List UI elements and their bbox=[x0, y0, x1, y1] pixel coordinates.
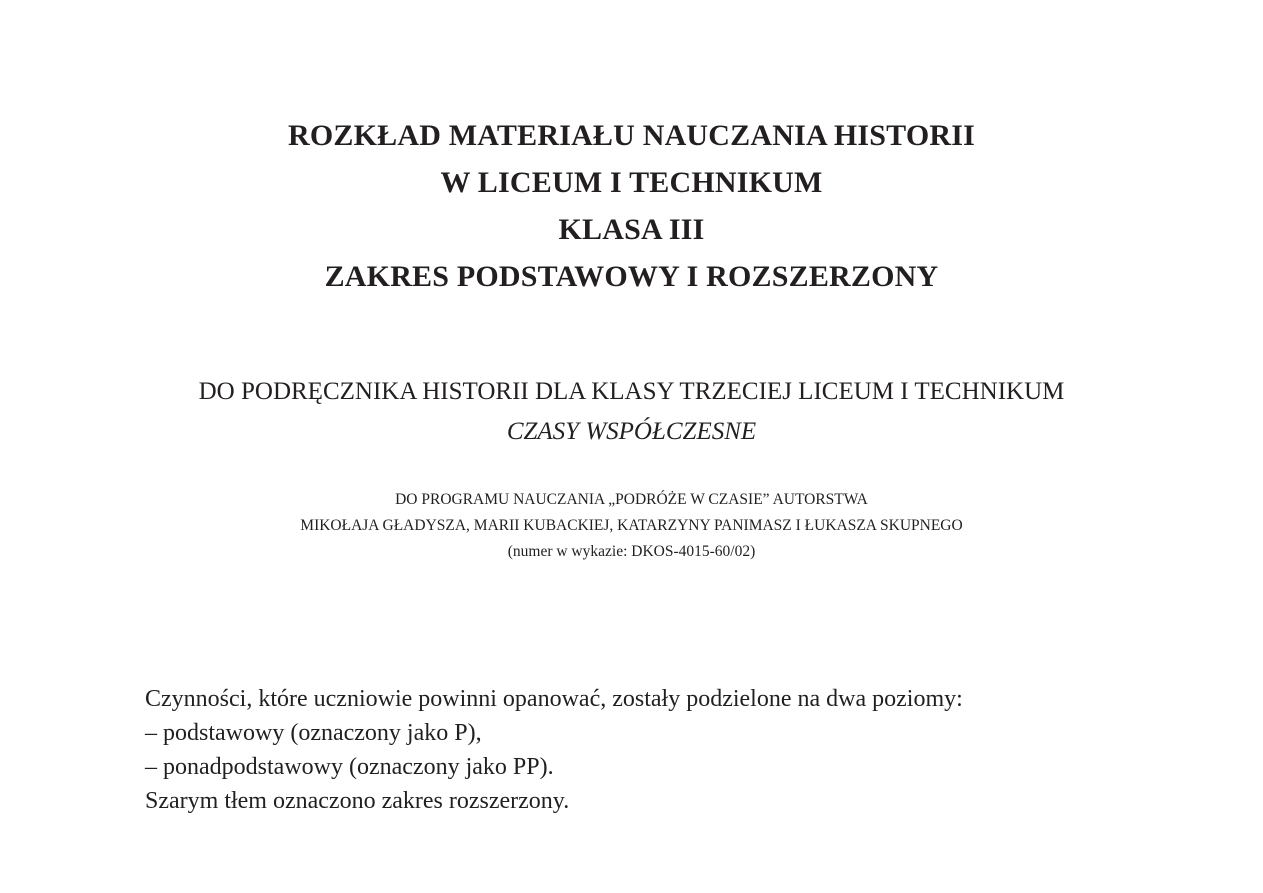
intro-line-4: Szarym tłem oznaczono zakres rozszerzony. bbox=[145, 788, 570, 814]
textbook-subtitle bbox=[0, 372, 1263, 452]
document-title bbox=[0, 112, 1263, 300]
program-line-1: DO PROGRAMU NAUCZANIA „PODRÓŻE W CZASIE” AUTORSTWA bbox=[395, 491, 868, 508]
program-info bbox=[0, 487, 1263, 565]
subtitle-book-title: CZASY WSPÓŁCZESNE bbox=[506, 418, 757, 445]
title-line-4: ZAKRES PODSTAWOWY I ROZSZERZONY bbox=[324, 260, 939, 293]
title-line-2: W LICEUM I TECHNIKUM bbox=[440, 166, 823, 199]
program-authors-line: MIKOŁAJA GŁADYSZA, MARII KUBACKIEJ, KATARZYNY PANIMASZ I ŁUKASZA SKUPNEGO bbox=[300, 517, 963, 534]
subtitle-textbook-line: DO PODRĘCZNIKA HISTORII DLA KLASY TRZECIEJ LICEUM I TECHNIKUM bbox=[198, 378, 1065, 405]
program-registry-number: (numer w wykazie: DKOS-4015-60/02) bbox=[507, 543, 756, 560]
title-line-3: KLASA III bbox=[558, 213, 705, 246]
intro-paragraph bbox=[145, 682, 1145, 818]
title-line-1: ROZKŁAD MATERIAŁU NAUCZANIA HISTORII bbox=[287, 119, 976, 152]
intro-line-1: Czynności, które uczniowie powinni opanować, zostały podzielone na dwa poziomy: bbox=[145, 686, 963, 712]
intro-line-2: – podstawowy (oznaczony jako P), bbox=[145, 720, 482, 746]
intro-line-3: – ponadpodstawowy (oznaczony jako PP). bbox=[145, 754, 554, 780]
